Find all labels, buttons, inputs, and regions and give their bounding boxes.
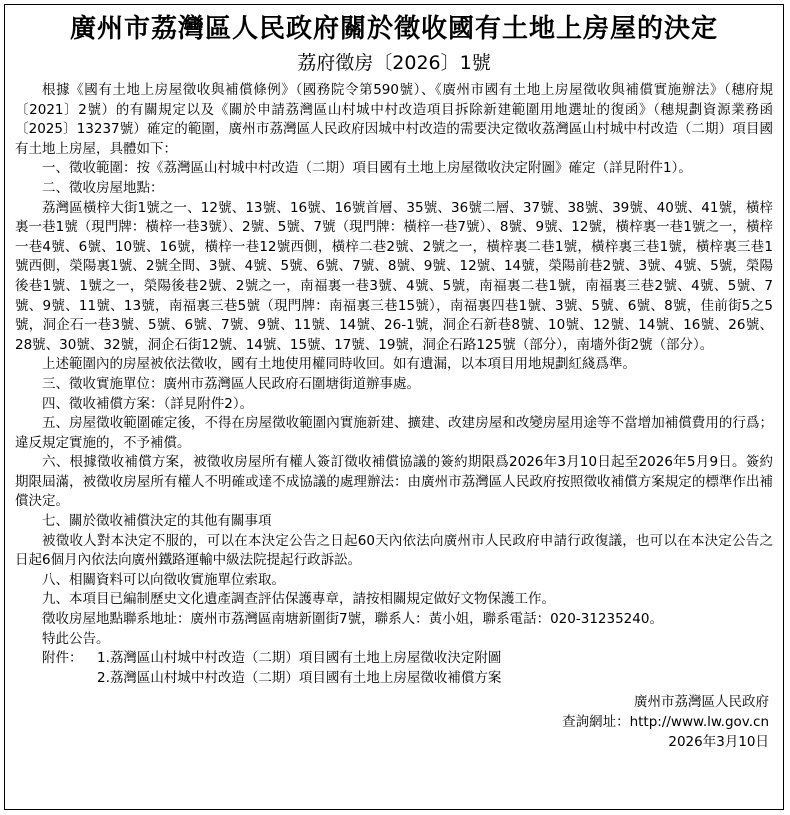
- item-heritage: 九、本項目已編制歷史文化遺產調查評估保護專章，請按相關規定做好文物保護工作。: [42, 591, 555, 608]
- document-number: 荔府徵房〔2026〕1號: [297, 52, 491, 74]
- contact-info: 徵收房屋地點聯系地址：廣州市荔灣區南塘新圍街7號，聯系人：黃小姐，聯系電話：020-31235240。: [42, 611, 663, 628]
- attachments-label: 附件：: [42, 650, 83, 667]
- item-restrictions: 五、房屋徵收範圍確定後，不得在房屋徵收範圍內實施新建、擴建、改建房屋和改變房屋用途等不當增加補償費用的行爲；違反規定實施的，不予補償。: [15, 415, 773, 451]
- closing-statement: 特此公告。: [42, 630, 110, 647]
- item-scope: 一、徵收範圍：按《荔灣區山村城中村改造（二期）項目國有土地上房屋徵收決定附圖》確定（詳見附件1）。: [42, 160, 692, 177]
- notice-document: [4, 4, 784, 810]
- attachment-item: 1.荔灣區山村城中村改造（二期）項目國有土地上房屋徵收決定附圖: [97, 650, 502, 667]
- attachments: [42, 649, 773, 688]
- item-locations-heading: 二、徵收房屋地點：: [42, 179, 164, 196]
- notice-title: 廣州市荔灣區人民政府關於徵收國有土地上房屋的決定: [69, 14, 718, 44]
- item-locations-list: 荔灣區橫梓大街1號之一、12號、13號、16號、16號首層、35號、36號二層、37號、38號、39號、40號、41號，橫梓裏一巷1號（現門牌：橫梓一巷3號）、2號、5號、7號（現門牌：橫梓一巷7號）、8號、9號、12號，橫梓裏一巷1號之一，橫梓一巷4號、6號、10號、16號，橫梓一巷12號西側，橫梓二巷2號、2號之一，橫梓裏二巷1號，橫梓裏三巷1號，橫梓裏三巷1號西側，榮陽裏1號、2號全間、3號、4號、5號、6號、7號、8號、9號、12號、14號，榮陽前巷2號、3號、4號、5號，榮陽後巷1號、1號之一，榮陽後巷2號、2號之一，南福裏一巷3號、4號、5號，南福裏二巷1號，南福裏三巷2號、4號、5號、7號、9號、11號、13號，南福裏三巷5號（現門牌：南福裏三巷15號），南福裏四巷1號、3號、5號、6號、8號，佳前街5之5號，洞企石一巷3號、5號、6號、7號、9號、11號、14號、26-1號，洞企石新巷8號、10號、12號、14號、16號、26號、28號、30號、32號，洞企石街12號、14號、15號、17號、19號，洞企石路125號（部分），南墻外街2號（部分）。: [15, 199, 773, 353]
- item-other-matters-heading: 七、關於徵收補償決定的其他有關事項: [42, 513, 272, 530]
- preamble-paragraph: 根據《國有土地上房屋徵收與補償條例》（國務院令第590號）、《廣州市國有土地上房屋徵收與補償實施辦法》（穗府規〔2021〕2號）的有關規定以及《關於申請荔灣區山村城中村改造項目拆除新建範圍用地選址的復函》（穗規劃資源業務函〔2025〕13237號）確定的範圍，廣州市荔灣區人民政府因城中村改造的需要決定徵收荔灣區山村城中村改造（二期）項目國有土地上房屋，具體如下：: [15, 82, 773, 157]
- notice-body: [15, 81, 773, 688]
- item-appeal-rights: 被徵收人對本決定不服的，可以在本決定公告之日起60天內依法向廣州市人民政府申請行政復議，也可以在本決定公告之日起6個月內依法向廣州鐵路運輸中級法院提起行政訴訟。: [15, 532, 773, 569]
- item-locations-note: 上述範圍內的房屋被依法徵收，國有土地使用權同時收回。如有遺漏，以本項目用地規劃紅綫爲準。: [42, 356, 636, 373]
- item-implementing-unit: 三、徵收實施單位：廣州市荔灣區人民政府石圍塘街道辦事處。: [42, 375, 420, 392]
- signature-block: [15, 692, 773, 752]
- item-signing-period: 六、根據徵收補償方案，被徵收房屋所有權人簽訂徵收補償協議的簽約期限爲2026年3月10日起至2026年5月9日。簽約期限屆滿，被徵收房屋所有權人不明確或達不成協議的處理辦法：由廣州市荔灣區人民政府按照徵收補償方案規定的標準作出補償決定。: [15, 454, 773, 510]
- attachment-row: [42, 649, 773, 669]
- attachment-item: 2.荔灣區山村城中村改造（二期）項目國有土地上房屋徵收補償方案: [97, 669, 502, 686]
- item-materials: 八、相關資料可以向徵收實施單位索取。: [42, 571, 285, 588]
- item-compensation-plan: 四、徵收補償方案：（詳見附件2）。: [42, 395, 254, 412]
- attachment-row: [42, 669, 773, 689]
- issuer: 廣州市荔灣區人民政府: [634, 694, 769, 711]
- website-link: 查詢網址：http://www.lw.gov.cn: [562, 714, 769, 731]
- issue-date: 2026年3月10日: [668, 734, 769, 751]
